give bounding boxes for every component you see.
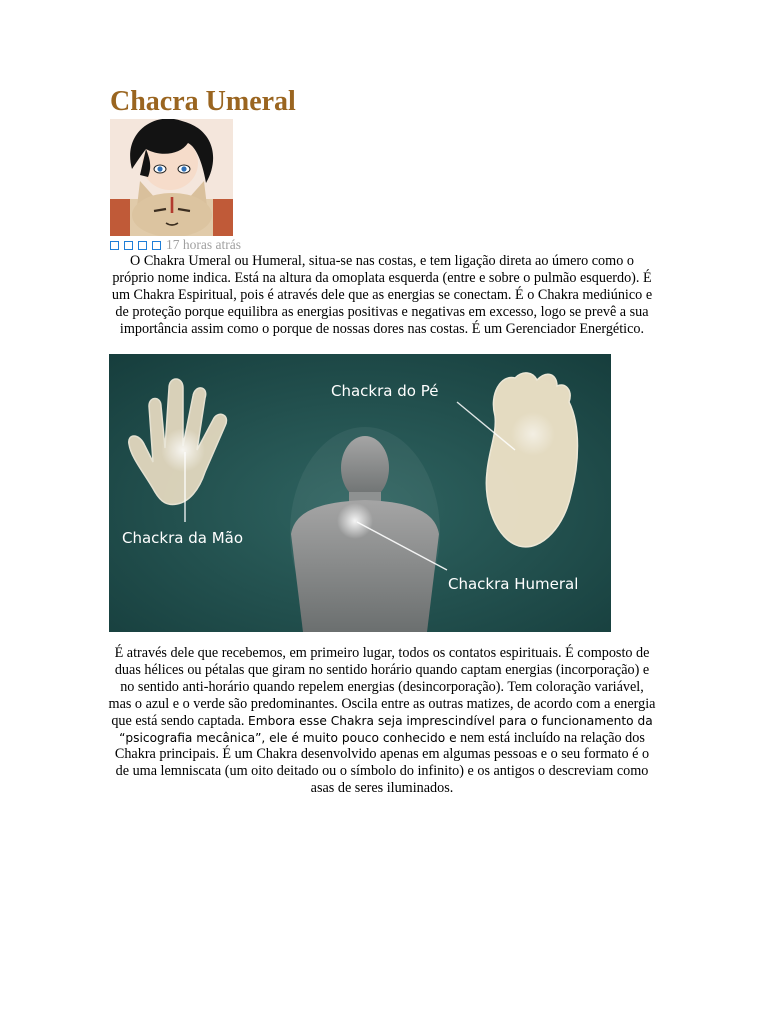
body-text-part-1: É através dele que recebemos, em primeiro lugar, todos os contatos espirituais. É composto de duas hélices ou pétalas que giram no sentido horário quando captam energias (incorporação) e no sentido anti-horário quando repelem energias (desincorporação). Tem coloração variável, mas o azul e o verde são predominantes. Oscila entre as outras matizes, de acordo com a energia que está sendo captada. [108,645,656,729]
post-meta [110,237,241,253]
body-text-part-3: nem está incluído na relação dos Chakra principais. É um Chakra desenvolvido apenas em algumas pessoas e o seu formato é o de uma lemniscata (um oito deitado ou o símbolo do infinito) e os antigos o descreviam como asas de seres iluminados. [114,729,650,797]
icon-glyph [124,241,133,250]
chakra-illustration [109,354,611,632]
avatar [110,119,233,236]
page-title: Chacra Umeral [110,86,296,117]
intro-paragraph: O Chakra Umeral ou Humeral, situa-se nas costas, e tem ligação direta ao úmero como o próprio nome indica. Está na altura da omoplata esquerda (entre e sobre o pulmão esquerdo). É um Chakra Espiritual, pois é através dele que as energias se conectam. É o Chakra mediúnico e de proteção porque equilibra as energias positivas e negativas em excesso, logo se prevê a sua importância assim como o porque de nossas dores nas costas. É um Gerenciador Energético. [111,253,653,337]
icon-glyph [138,241,147,250]
label-chackra-do-pe: Chackra do Pé [331,382,439,400]
label-chackra-da-mao: Chackra da Mão [122,529,244,547]
icon-glyph [152,241,161,250]
avatar-image [110,119,233,236]
body-text-part-2: Embora esse Chakra seja imprescindível para o funcionamento da “psicografia mecânica”, ele é muito pouco conhecido e [119,713,653,745]
body-paragraph [108,645,656,797]
timestamp: 17 horas atrás [166,237,241,252]
icon-glyph [110,241,119,250]
chakra-figure [109,354,611,632]
label-chackra-humeral: Chackra Humeral [448,575,579,593]
